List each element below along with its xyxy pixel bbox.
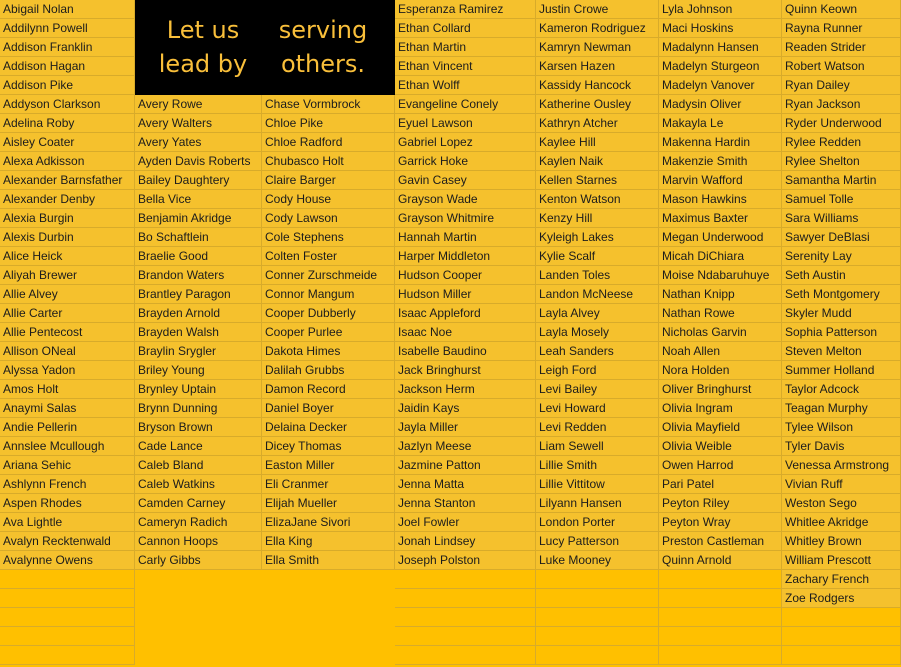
name-cell[interactable]: Sara Williams <box>782 209 901 228</box>
name-cell[interactable]: Cooper Dubberly <box>262 304 395 323</box>
name-cell[interactable]: Vivian Ruff <box>782 475 901 494</box>
name-cell[interactable]: Nicholas Garvin <box>659 323 782 342</box>
name-cell[interactable]: Adelina Roby <box>0 114 135 133</box>
name-cell[interactable]: Ethan Wolff <box>395 76 536 95</box>
name-cell[interactable]: Makayla Le <box>659 114 782 133</box>
name-cell[interactable]: Lillie Smith <box>536 456 659 475</box>
name-cell[interactable]: Cody Lawson <box>262 209 395 228</box>
name-cell[interactable]: Braylin Srygler <box>135 342 262 361</box>
name-cell[interactable]: Cole Stephens <box>262 228 395 247</box>
name-cell[interactable]: Amos Holt <box>0 380 135 399</box>
name-cell[interactable]: Megan Underwood <box>659 228 782 247</box>
name-cell[interactable]: Aliyah Brewer <box>0 266 135 285</box>
empty-cell[interactable] <box>395 646 536 665</box>
name-cell[interactable]: Oliver Bringhurst <box>659 380 782 399</box>
name-cell[interactable]: Cade Lance <box>135 437 262 456</box>
empty-cell[interactable] <box>536 589 659 608</box>
name-cell[interactable]: Karsen Hazen <box>536 57 659 76</box>
name-cell[interactable]: Kathryn Atcher <box>536 114 659 133</box>
name-cell[interactable]: Katherine Ousley <box>536 95 659 114</box>
name-cell[interactable]: Kenzy Hill <box>536 209 659 228</box>
empty-cell[interactable] <box>0 589 135 608</box>
name-cell[interactable]: Caleb Watkins <box>135 475 262 494</box>
name-cell[interactable]: Brynn Dunning <box>135 399 262 418</box>
name-cell[interactable]: Lillie Vittitow <box>536 475 659 494</box>
name-cell[interactable]: William Prescott <box>782 551 901 570</box>
name-cell[interactable]: Skyler Mudd <box>782 304 901 323</box>
name-cell[interactable]: Brayden Walsh <box>135 323 262 342</box>
empty-cell[interactable] <box>782 646 901 665</box>
name-cell[interactable]: Nathan Rowe <box>659 304 782 323</box>
name-cell[interactable]: Ayden Davis Roberts <box>135 152 262 171</box>
name-cell[interactable]: Addyson Clarkson <box>0 95 135 114</box>
name-cell[interactable]: Addison Pike <box>0 76 135 95</box>
name-cell[interactable]: Claire Barger <box>262 171 395 190</box>
name-cell[interactable]: Tyler Davis <box>782 437 901 456</box>
name-cell[interactable]: Levi Redden <box>536 418 659 437</box>
name-cell[interactable]: Hannah Martin <box>395 228 536 247</box>
name-cell[interactable]: Brantley Paragon <box>135 285 262 304</box>
name-cell[interactable]: Sawyer DeBlasi <box>782 228 901 247</box>
empty-cell[interactable] <box>0 646 135 665</box>
name-cell[interactable]: Addison Franklin <box>0 38 135 57</box>
name-cell[interactable]: Allie Alvey <box>0 285 135 304</box>
name-cell[interactable]: Tylee Wilson <box>782 418 901 437</box>
name-cell[interactable]: Liam Sewell <box>536 437 659 456</box>
name-cell[interactable]: Camden Carney <box>135 494 262 513</box>
name-cell[interactable]: Makenzie Smith <box>659 152 782 171</box>
name-cell[interactable]: Samuel Tolle <box>782 190 901 209</box>
name-cell[interactable]: Gavin Casey <box>395 171 536 190</box>
name-cell[interactable]: Eli Cranmer <box>262 475 395 494</box>
empty-cell[interactable] <box>395 627 536 646</box>
name-cell[interactable]: Seth Austin <box>782 266 901 285</box>
name-cell[interactable]: Moise Ndabaruhuye <box>659 266 782 285</box>
name-cell[interactable]: Mason Hawkins <box>659 190 782 209</box>
name-cell[interactable]: Brandon Waters <box>135 266 262 285</box>
name-cell[interactable]: Seth Montgomery <box>782 285 901 304</box>
name-cell[interactable]: Olivia Weible <box>659 437 782 456</box>
name-cell[interactable]: Whitlee Akridge <box>782 513 901 532</box>
name-cell[interactable]: Isaac Noe <box>395 323 536 342</box>
empty-cell[interactable] <box>782 608 901 627</box>
name-cell[interactable]: Ethan Collard <box>395 19 536 38</box>
name-cell[interactable]: Elijah Mueller <box>262 494 395 513</box>
name-cell[interactable]: Avalyn Recktenwald <box>0 532 135 551</box>
name-cell[interactable]: Levi Bailey <box>536 380 659 399</box>
name-cell[interactable]: Robert Watson <box>782 57 901 76</box>
empty-cell[interactable] <box>536 608 659 627</box>
name-cell[interactable]: Justin Crowe <box>536 0 659 19</box>
name-cell[interactable]: Venessa Armstrong <box>782 456 901 475</box>
name-cell[interactable]: Avalynne Owens <box>0 551 135 570</box>
name-cell[interactable]: Marvin Wafford <box>659 171 782 190</box>
empty-cell[interactable] <box>782 627 901 646</box>
name-cell[interactable]: Hudson Miller <box>395 285 536 304</box>
name-cell[interactable]: Avery Yates <box>135 133 262 152</box>
name-cell[interactable]: Joel Fowler <box>395 513 536 532</box>
name-cell[interactable]: Layla Alvey <box>536 304 659 323</box>
name-cell[interactable]: Kamryn Newman <box>536 38 659 57</box>
name-cell[interactable]: Dalilah Grubbs <box>262 361 395 380</box>
name-cell[interactable]: Alexander Barnsfather <box>0 171 135 190</box>
empty-cell[interactable] <box>659 627 782 646</box>
empty-cell[interactable] <box>536 627 659 646</box>
name-cell[interactable]: London Porter <box>536 513 659 532</box>
name-cell[interactable]: Steven Melton <box>782 342 901 361</box>
name-cell[interactable]: Kyleigh Lakes <box>536 228 659 247</box>
name-cell[interactable]: Quinn Arnold <box>659 551 782 570</box>
name-cell[interactable]: Readen Strider <box>782 38 901 57</box>
empty-cell[interactable] <box>659 646 782 665</box>
name-cell[interactable]: Allison ONeal <box>0 342 135 361</box>
name-cell[interactable]: Allie Pentecost <box>0 323 135 342</box>
name-cell[interactable]: Addilynn Powell <box>0 19 135 38</box>
name-cell[interactable]: Ryder Underwood <box>782 114 901 133</box>
name-cell[interactable]: Bella Vice <box>135 190 262 209</box>
name-cell[interactable]: Kaylen Naik <box>536 152 659 171</box>
name-cell[interactable]: Conner Zurschmeide <box>262 266 395 285</box>
name-cell[interactable]: Preston Castleman <box>659 532 782 551</box>
name-cell[interactable]: Teagan Murphy <box>782 399 901 418</box>
empty-cell[interactable] <box>0 627 135 646</box>
motto-line-1: Let us lead by <box>158 15 248 78</box>
name-cell[interactable]: Andie Pellerin <box>0 418 135 437</box>
name-cell[interactable]: Jazlyn Meese <box>395 437 536 456</box>
empty-cell[interactable] <box>395 589 536 608</box>
name-cell[interactable]: Owen Harrod <box>659 456 782 475</box>
name-cell[interactable]: Kaylee Hill <box>536 133 659 152</box>
name-cell[interactable]: Serenity Lay <box>782 247 901 266</box>
name-cell[interactable]: Brynley Uptain <box>135 380 262 399</box>
name-cell[interactable]: Olivia Ingram <box>659 399 782 418</box>
name-cell[interactable]: Micah DiChiara <box>659 247 782 266</box>
name-cell[interactable]: Jonah Lindsey <box>395 532 536 551</box>
name-cell[interactable]: Chubasco Holt <box>262 152 395 171</box>
empty-cell[interactable] <box>395 570 536 589</box>
name-cell[interactable]: Addison Hagan <box>0 57 135 76</box>
empty-cell[interactable] <box>659 570 782 589</box>
name-cell[interactable]: Jack Bringhurst <box>395 361 536 380</box>
name-cell[interactable]: Ashlynn French <box>0 475 135 494</box>
name-cell[interactable]: Cooper Purlee <box>262 323 395 342</box>
name-cell[interactable]: Jackson Herm <box>395 380 536 399</box>
name-cell[interactable]: Chase Vormbrock <box>262 95 395 114</box>
name-cell[interactable]: Alexis Durbin <box>0 228 135 247</box>
name-cell[interactable]: Gabriel Lopez <box>395 133 536 152</box>
name-cell[interactable]: Kassidy Hancock <box>536 76 659 95</box>
name-cell[interactable]: Evangeline Conely <box>395 95 536 114</box>
name-cell[interactable]: Sophia Patterson <box>782 323 901 342</box>
name-cell[interactable]: Madalynn Hansen <box>659 38 782 57</box>
name-cell[interactable]: Bailey Daughtery <box>135 171 262 190</box>
name-cell[interactable]: Ryan Dailey <box>782 76 901 95</box>
name-cell[interactable]: Nathan Knipp <box>659 285 782 304</box>
name-cell[interactable]: Kameron Rodriguez <box>536 19 659 38</box>
name-cell[interactable]: Madysin Oliver <box>659 95 782 114</box>
name-cell[interactable]: Ethan Vincent <box>395 57 536 76</box>
motto-line-2: serving others. <box>278 15 368 78</box>
name-cell[interactable]: Leah Sanders <box>536 342 659 361</box>
name-cell[interactable]: Jenna Stanton <box>395 494 536 513</box>
name-cell[interactable]: Alexa Adkisson <box>0 152 135 171</box>
name-cell[interactable]: Rylee Redden <box>782 133 901 152</box>
name-cell[interactable]: Esperanza Ramirez <box>395 0 536 19</box>
name-cell[interactable]: Brayden Arnold <box>135 304 262 323</box>
name-cell[interactable]: Jazmine Patton <box>395 456 536 475</box>
name-cell[interactable]: Noah Allen <box>659 342 782 361</box>
name-cell[interactable]: Colten Foster <box>262 247 395 266</box>
name-cell[interactable]: Kylie Scalf <box>536 247 659 266</box>
name-cell[interactable]: Cameryn Radich <box>135 513 262 532</box>
empty-cell[interactable] <box>536 570 659 589</box>
name-cell[interactable]: Ariana Sehic <box>0 456 135 475</box>
name-cell[interactable]: Maci Hoskins <box>659 19 782 38</box>
name-cell[interactable]: Eyuel Lawson <box>395 114 536 133</box>
name-cell[interactable]: Ava Lightle <box>0 513 135 532</box>
name-cell[interactable]: Layla Mosely <box>536 323 659 342</box>
name-cell[interactable]: Olivia Mayfield <box>659 418 782 437</box>
name-cell[interactable]: Landon McNeese <box>536 285 659 304</box>
name-cell[interactable]: Aspen Rhodes <box>0 494 135 513</box>
empty-cell[interactable] <box>536 646 659 665</box>
name-cell[interactable]: Daniel Boyer <box>262 399 395 418</box>
name-cell[interactable]: Easton Miller <box>262 456 395 475</box>
name-cell[interactable]: Luke Mooney <box>536 551 659 570</box>
name-cell[interactable]: Aisley Coater <box>0 133 135 152</box>
name-cell[interactable]: Anaymi Salas <box>0 399 135 418</box>
name-cell[interactable]: Alexander Denby <box>0 190 135 209</box>
name-cell[interactable]: Caleb Bland <box>135 456 262 475</box>
name-cell[interactable]: Joseph Polston <box>395 551 536 570</box>
name-cell[interactable]: Allie Carter <box>0 304 135 323</box>
name-cell[interactable]: Nora Holden <box>659 361 782 380</box>
empty-cell[interactable] <box>0 608 135 627</box>
name-cell[interactable]: Chloe Radford <box>262 133 395 152</box>
name-cell[interactable]: Ella Smith <box>262 551 395 570</box>
name-cell[interactable]: Bryson Brown <box>135 418 262 437</box>
name-cell[interactable]: Dakota Himes <box>262 342 395 361</box>
name-cell[interactable]: Landen Toles <box>536 266 659 285</box>
name-cell[interactable]: Briley Young <box>135 361 262 380</box>
name-cell[interactable]: Maximus Baxter <box>659 209 782 228</box>
name-cell[interactable]: Grayson Whitmire <box>395 209 536 228</box>
name-cell[interactable]: Lucy Patterson <box>536 532 659 551</box>
name-cell[interactable]: Delaina Decker <box>262 418 395 437</box>
name-cell[interactable]: Dicey Thomas <box>262 437 395 456</box>
name-cell[interactable]: Cannon Hoops <box>135 532 262 551</box>
name-cell[interactable]: Hudson Cooper <box>395 266 536 285</box>
motto-banner <box>135 0 395 95</box>
name-cell[interactable]: Madelyn Vanover <box>659 76 782 95</box>
empty-cell[interactable] <box>659 589 782 608</box>
name-cell[interactable]: Kellen Starnes <box>536 171 659 190</box>
name-cell[interactable]: Whitley Brown <box>782 532 901 551</box>
name-cell[interactable]: Ella King <box>262 532 395 551</box>
name-cell[interactable]: Lyla Johnson <box>659 0 782 19</box>
name-cell[interactable]: Damon Record <box>262 380 395 399</box>
name-cell[interactable]: Alyssa Yadon <box>0 361 135 380</box>
name-cell[interactable]: Annslee Mcullough <box>0 437 135 456</box>
name-cell[interactable]: Isaac Appleford <box>395 304 536 323</box>
name-cell[interactable]: Makenna Hardin <box>659 133 782 152</box>
name-cell[interactable]: Kenton Watson <box>536 190 659 209</box>
empty-cell[interactable] <box>395 608 536 627</box>
name-cell[interactable]: Madelyn Sturgeon <box>659 57 782 76</box>
name-cell[interactable]: Summer Holland <box>782 361 901 380</box>
name-cell[interactable]: Lilyann Hansen <box>536 494 659 513</box>
name-cell[interactable]: Garrick Hoke <box>395 152 536 171</box>
name-cell[interactable]: Taylor Adcock <box>782 380 901 399</box>
name-cell[interactable]: Connor Mangum <box>262 285 395 304</box>
name-cell[interactable]: Leigh Ford <box>536 361 659 380</box>
name-cell[interactable]: Avery Walters <box>135 114 262 133</box>
name-cell[interactable]: Alexia Burgin <box>0 209 135 228</box>
name-cell[interactable]: Peyton Riley <box>659 494 782 513</box>
name-cell[interactable]: Avery Rowe <box>135 95 262 114</box>
name-cell[interactable]: Rayna Runner <box>782 19 901 38</box>
name-cell[interactable]: Pari Patel <box>659 475 782 494</box>
name-cell[interactable]: Levi Howard <box>536 399 659 418</box>
name-cell[interactable]: Jayla Miller <box>395 418 536 437</box>
name-cell[interactable]: ElizaJane Sivori <box>262 513 395 532</box>
name-cell[interactable]: Ryan Jackson <box>782 95 901 114</box>
name-cell[interactable]: Alice Heick <box>0 247 135 266</box>
name-cell[interactable]: Zachary French <box>782 570 901 589</box>
name-cell[interactable]: Grayson Wade <box>395 190 536 209</box>
name-cell[interactable]: Abigail Nolan <box>0 0 135 19</box>
name-cell[interactable]: Rylee Shelton <box>782 152 901 171</box>
name-cell[interactable]: Bo Schaftlein <box>135 228 262 247</box>
name-cell[interactable]: Carly Gibbs <box>135 551 262 570</box>
name-cell[interactable]: Zoe Rodgers <box>782 589 901 608</box>
name-cell[interactable]: Harper Middleton <box>395 247 536 266</box>
name-cell[interactable]: Weston Sego <box>782 494 901 513</box>
empty-cell[interactable] <box>0 570 135 589</box>
name-cell[interactable]: Cody House <box>262 190 395 209</box>
name-cell[interactable]: Benjamin Akridge <box>135 209 262 228</box>
name-cell[interactable]: Ethan Martin <box>395 38 536 57</box>
name-cell[interactable]: Isabelle Baudino <box>395 342 536 361</box>
empty-cell[interactable] <box>659 608 782 627</box>
name-cell[interactable]: Jenna Matta <box>395 475 536 494</box>
name-cell[interactable]: Samantha Martin <box>782 171 901 190</box>
name-cell[interactable]: Peyton Wray <box>659 513 782 532</box>
name-cell[interactable]: Braelie Good <box>135 247 262 266</box>
name-cell[interactable]: Chloe Pike <box>262 114 395 133</box>
name-cell[interactable]: Quinn Keown <box>782 0 901 19</box>
name-cell[interactable]: Jaidin Kays <box>395 399 536 418</box>
